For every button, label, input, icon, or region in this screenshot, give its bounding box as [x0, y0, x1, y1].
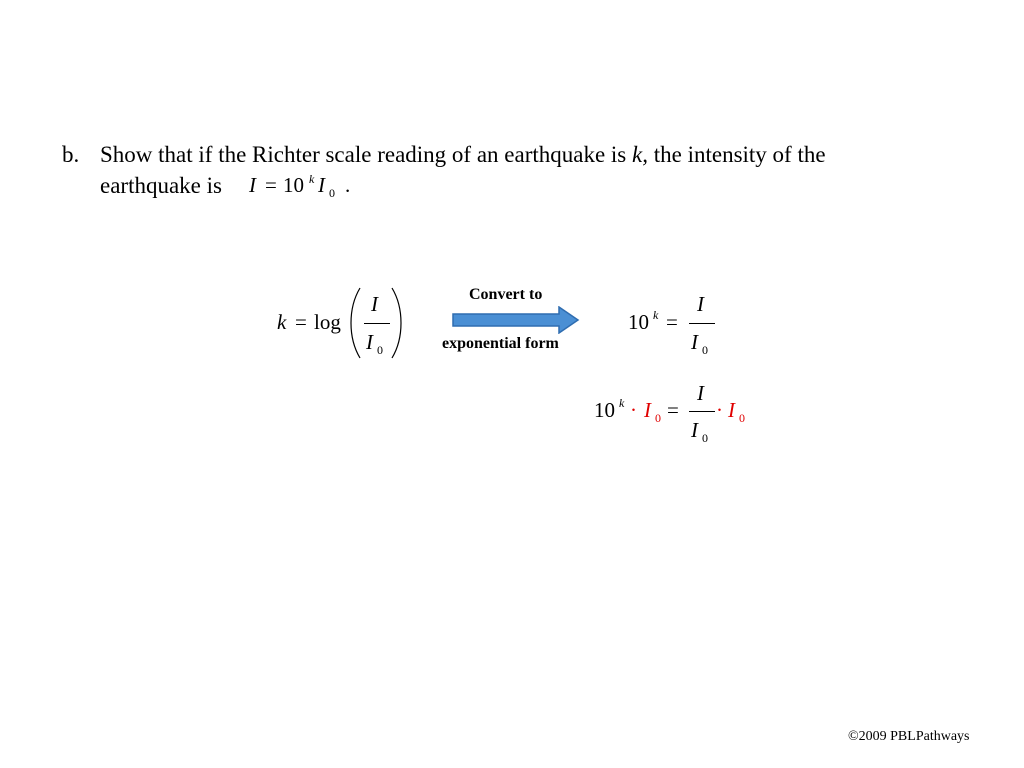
- log-function: log: [314, 310, 341, 334]
- formula-var: I: [318, 173, 325, 197]
- exp-denominator-subscript: 0: [702, 343, 708, 357]
- mult-fraction-bar: [689, 411, 715, 412]
- formula-lhs: I: [249, 173, 256, 197]
- mult-denominator: I: [691, 418, 698, 442]
- arrow-label-top: Convert to: [469, 286, 543, 303]
- problem-marker: b.: [62, 142, 80, 167]
- log-denominator-subscript: 0: [377, 343, 383, 357]
- mult-denominator-subscript: 0: [702, 431, 708, 445]
- exp-equals: =: [666, 310, 678, 334]
- formula-base: 10: [283, 173, 304, 197]
- problem-text-continued: the intensity of the: [653, 142, 826, 167]
- mult-left-dot: ·: [630, 398, 637, 422]
- exp-exponent: k: [653, 308, 659, 322]
- mult-right-dot: ·: [716, 398, 723, 422]
- mult-exponent: k: [619, 396, 625, 410]
- formula-period: .: [345, 173, 351, 197]
- arrow-label-bottom: exponential form: [442, 335, 559, 352]
- exp-fraction-bar: [689, 323, 715, 324]
- right-arrow-icon: [452, 306, 580, 334]
- formula-subscript: 0: [329, 186, 335, 200]
- mult-right-subscript: 0: [739, 411, 745, 425]
- log-numerator: I: [371, 292, 378, 316]
- formula-exponent: k: [309, 172, 315, 186]
- log-fraction-bar: [364, 323, 390, 324]
- problem-line-1: [100, 140, 826, 170]
- problem-text: Show that if the Richter scale reading of an earthquake is: [100, 142, 627, 167]
- problem-line-2: earthquake is: [100, 173, 222, 198]
- log-denominator: I: [366, 330, 373, 354]
- mult-left-subscript: 0: [655, 411, 661, 425]
- log-lhs-k: k: [277, 310, 287, 334]
- exp-denominator: I: [691, 330, 698, 354]
- mult-base: 10: [594, 398, 615, 422]
- variable-k: k,: [632, 142, 648, 167]
- copyright-notice: ©2009 PBLPathways: [848, 729, 970, 744]
- mult-left-var: I: [644, 398, 651, 422]
- log-equals: =: [295, 310, 307, 334]
- formula-equals: =: [265, 173, 277, 197]
- exp-numerator: I: [697, 292, 704, 316]
- mult-numerator: I: [697, 381, 704, 405]
- exp-base: 10: [628, 310, 649, 334]
- mult-right-var: I: [728, 398, 735, 422]
- mult-equals: =: [667, 398, 679, 422]
